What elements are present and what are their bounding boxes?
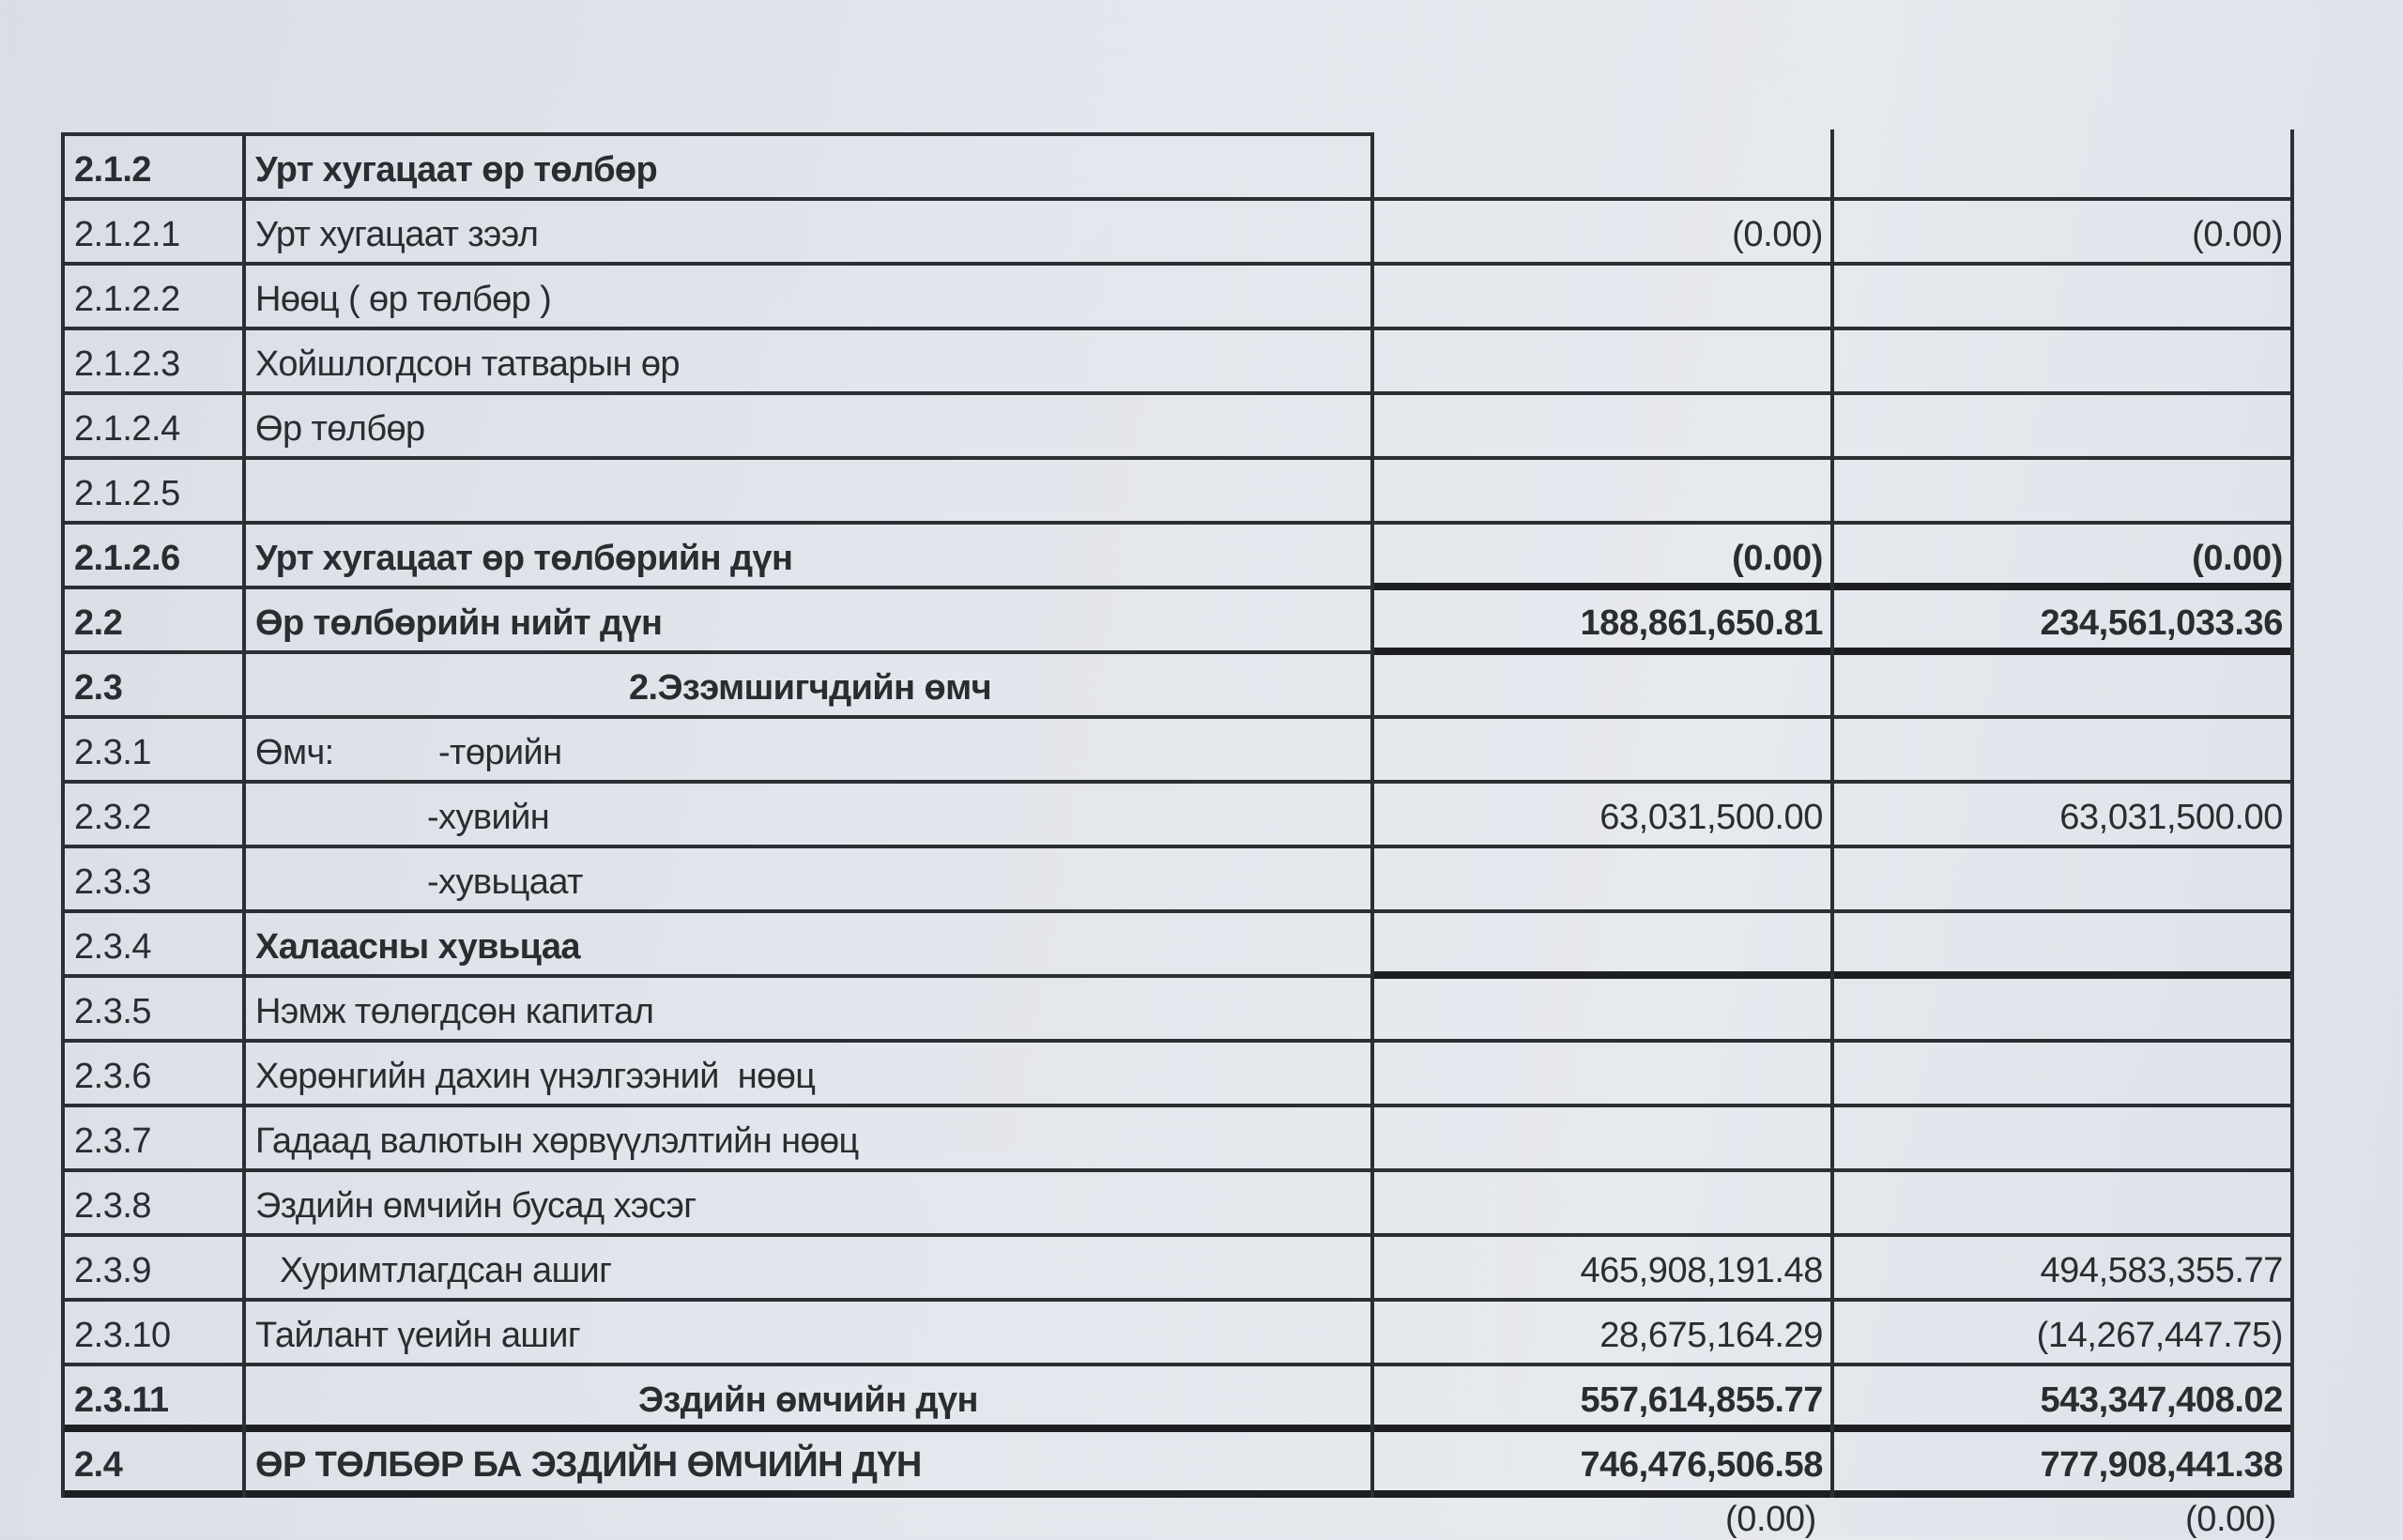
table-top-border: [63, 132, 1374, 136]
row-divider: [63, 715, 2294, 719]
row-value-current: [1372, 134, 1832, 199]
row-code: 2.3: [74, 668, 123, 708]
row-value-prior: [1832, 652, 2292, 717]
row-divider: [63, 1104, 2294, 1107]
row-value-prior: 494,583,355.77: [2040, 1251, 2283, 1290]
row-code: 2.2: [74, 603, 123, 643]
table-row: [63, 199, 2292, 264]
subtotal-heading: Эздийн өмчийн дүн: [638, 1380, 978, 1420]
row-value-prior: [1832, 458, 2292, 523]
row-value-current: [1372, 328, 1832, 393]
row-value-current: [1372, 717, 1832, 782]
row-value-current: [1372, 1170, 1832, 1235]
table-bottom-border: [63, 1490, 2294, 1498]
row-value-prior: [1832, 1041, 2292, 1105]
row-code: 2.3.2: [74, 798, 152, 837]
row-divider: [63, 909, 2294, 913]
table-row: [63, 652, 2292, 717]
row-divider: [63, 1363, 2294, 1366]
row-divider: [63, 391, 2294, 395]
row-value-prior: [1832, 976, 2292, 1041]
row-value-current: [1372, 458, 1832, 523]
row-value-current: 557,614,855.77: [1580, 1380, 1823, 1420]
section-heading: 2.Эзэмшигчдийн өмч: [629, 668, 992, 708]
table-row: [63, 782, 2292, 846]
row-label: Гадаад валютын хөрвүүлэлтийн нөөц: [255, 1121, 859, 1161]
row-label: Эздийн өмчийн бусад хэсэг: [255, 1186, 696, 1226]
row-label: Өр төлбөрийн нийт дүн: [255, 603, 663, 643]
tail-value-prior: (0.00): [2185, 1500, 2276, 1539]
row-code: 2.1.2: [74, 150, 152, 190]
row-label: -хувьцаат: [427, 862, 583, 902]
table-row: [63, 264, 2292, 328]
row-value-current: 465,908,191.48: [1580, 1251, 1823, 1290]
row-value-current: [1372, 1041, 1832, 1105]
row-value-current: 28,675,164.29: [1599, 1316, 1823, 1355]
row-divider: [63, 650, 1374, 654]
row-value-prior: 543,347,408.02: [2040, 1380, 2283, 1420]
row-value-prior: [1832, 393, 2292, 458]
row-label: Нэмж төлөгдсөн капитал: [255, 992, 654, 1031]
row-code: 2.3.5: [74, 992, 152, 1031]
column-divider: [1370, 132, 1374, 1498]
table-row: [63, 976, 2292, 1041]
row-label-text: -төрийн: [438, 733, 562, 772]
table-row: [63, 911, 2292, 976]
row-value-prior: [1832, 1105, 2292, 1170]
row-label: ӨР ТӨЛБӨР БА ЭЗДИЙН ӨМЧИЙН ДҮН: [255, 1445, 922, 1485]
table-row: [63, 1235, 2292, 1300]
row-label: Урт хугацаат өр төлбөрийн дүн: [255, 539, 793, 578]
row-code: 2.1.2.4: [74, 409, 180, 449]
row-value-prior: 63,031,500.00: [2059, 798, 2283, 837]
table-row: [63, 717, 2292, 782]
row-divider: [63, 456, 2294, 460]
row-code: 2.3.11: [74, 1380, 169, 1420]
column-divider: [242, 132, 246, 1498]
row-divider: [63, 845, 2294, 848]
row-code: 2.3.3: [74, 862, 152, 902]
row-value-current: [1372, 846, 1832, 911]
table-row: [63, 587, 2292, 652]
row-code: 2.3.7: [74, 1121, 152, 1161]
table-row: [63, 393, 2292, 458]
total-rule: [63, 1425, 2294, 1432]
row-divider: [63, 586, 1374, 589]
row-divider: [63, 327, 2294, 330]
table-row: [63, 1105, 2292, 1170]
row-value-prior: 234,561,033.36: [2040, 603, 2283, 643]
table-row: [63, 523, 2292, 587]
row-code: 2.3.6: [74, 1057, 152, 1096]
row-divider: [63, 1233, 2294, 1237]
row-label: Өр төлбөр: [255, 409, 425, 449]
table-row: [63, 1041, 2292, 1105]
row-code: 2.1.2.5: [74, 474, 180, 513]
tail-value-current: (0.00): [1725, 1500, 1816, 1539]
row-divider: [63, 780, 2294, 784]
row-divider: [63, 521, 2294, 525]
row-divider: [63, 262, 2294, 266]
row-value-prior: (0.00): [2192, 539, 2283, 578]
row-label: -хувийн: [427, 798, 550, 837]
row-value-prior: (0.00): [2192, 215, 2283, 254]
row-value-current: 188,861,650.81: [1580, 603, 1823, 643]
row-label: Хөрөнгийн дахин үнэлгээний нөөц: [255, 1057, 816, 1096]
row-code: 2.3.4: [74, 927, 152, 967]
row-divider: [63, 197, 2294, 201]
row-label: Урт хугацаат өр төлбөр: [255, 150, 658, 190]
table-row: [63, 328, 2292, 393]
row-value-current: 63,031,500.00: [1599, 798, 1823, 837]
table-row: [63, 846, 2292, 911]
row-value-prior: 777,908,441.38: [2040, 1445, 2283, 1485]
table-right-border: [2290, 130, 2294, 1498]
row-value-current: (0.00): [1732, 539, 1823, 578]
row-value-prior: [1832, 911, 2292, 976]
row-divider: [63, 1039, 2294, 1043]
table-row: [63, 1300, 2292, 1365]
row-label: Халаасны хувьцаа: [255, 927, 580, 967]
row-value-current: [1372, 652, 1832, 717]
row-value-current: (0.00): [1732, 215, 1823, 254]
row-value-prior: [1832, 134, 2292, 199]
row-value-current: [1372, 264, 1832, 328]
column-divider: [1830, 130, 1834, 1498]
row-label: Нөөц ( өр төлбөр ): [255, 280, 552, 319]
row-label: Хойшлогдсон татварын өр: [255, 344, 680, 384]
row-value-prior: [1832, 1170, 2292, 1235]
table-row: [63, 134, 2292, 199]
row-code: 2.1.2.1: [74, 215, 180, 254]
table-row: [63, 1170, 2292, 1235]
row-value-current: [1372, 1105, 1832, 1170]
row-code: 2.1.2.6: [74, 539, 180, 578]
row-value-prior: [1832, 328, 2292, 393]
row-code: 2.3.1: [74, 733, 152, 772]
row-code: 2.1.2.3: [74, 344, 180, 384]
row-value-prior: [1832, 846, 2292, 911]
row-value-current: [1372, 976, 1832, 1041]
row-label-prefix: Өмч:: [255, 733, 334, 772]
row-divider: [63, 1298, 2294, 1302]
row-value-prior: (14,267,447.75): [2036, 1316, 2283, 1355]
table-row: [63, 458, 2292, 523]
row-label: [244, 717, 1372, 782]
row-label: Урт хугацаат зээл: [255, 215, 539, 254]
table-row: [63, 1365, 2292, 1429]
row-code: 2.3.8: [74, 1186, 152, 1226]
row-code: 2.4: [74, 1445, 123, 1485]
row-value-current: [1372, 911, 1832, 976]
row-value-current: 746,476,506.58: [1580, 1445, 1823, 1485]
row-divider: [63, 974, 1374, 978]
row-code: 2.1.2.2: [74, 280, 180, 319]
row-value-prior: [1832, 264, 2292, 328]
table-row: [63, 1429, 2292, 1494]
row-label: [244, 458, 1372, 523]
row-label: Тайлант үеийн ашиг: [255, 1316, 581, 1355]
row-label: Хуримтлагдсан ашиг: [280, 1251, 612, 1290]
row-divider: [63, 1168, 2294, 1172]
row-value-prior: [1832, 717, 2292, 782]
table-left-border: [61, 132, 65, 1498]
row-value-current: [1372, 393, 1832, 458]
row-code: 2.3.9: [74, 1251, 152, 1290]
row-code: 2.3.10: [74, 1316, 171, 1355]
